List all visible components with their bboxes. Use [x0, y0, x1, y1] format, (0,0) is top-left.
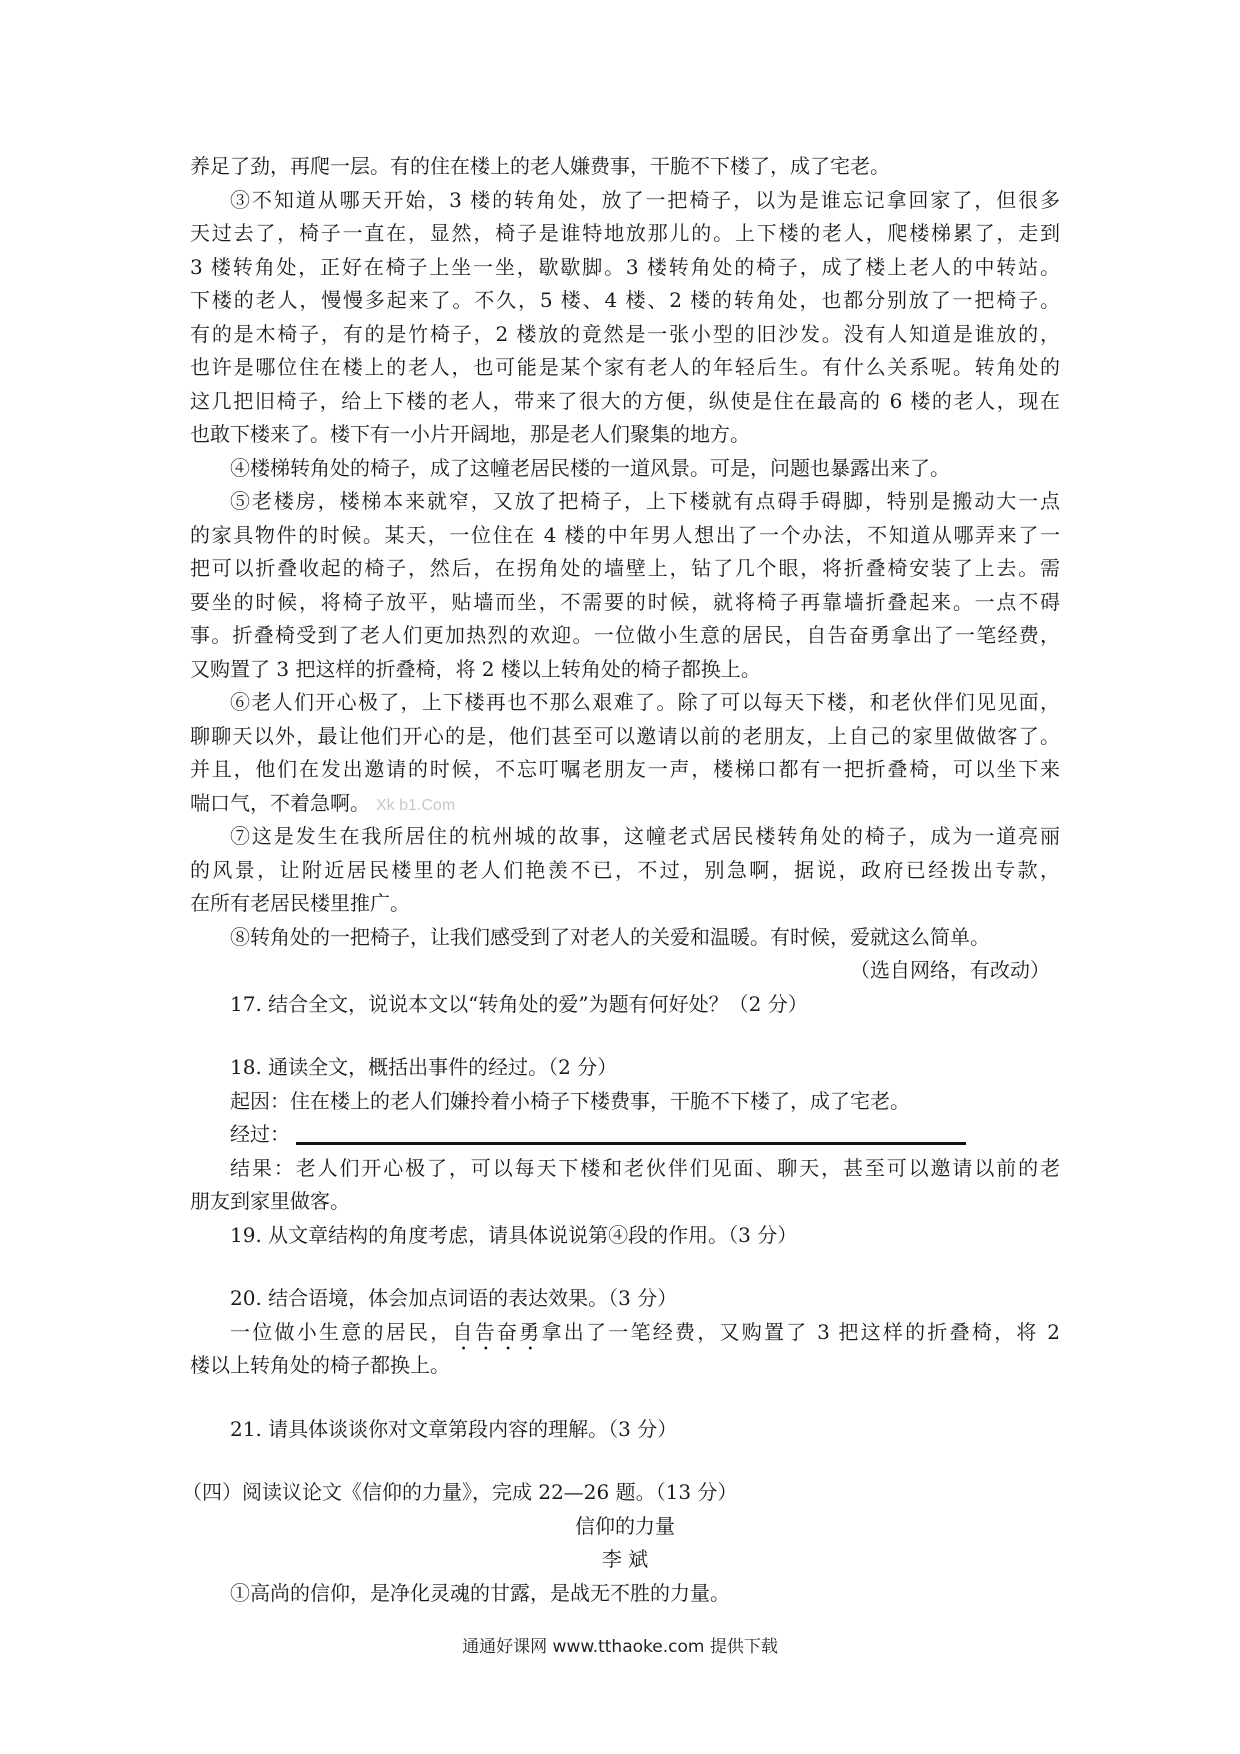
paragraph-line: ⑥老人们开心极了，上下楼再也不那么艰难了。除了可以每天下楼，和老伙伴们见见面，	[230, 690, 1060, 714]
paragraph-3	[190, 184, 1060, 452]
paragraph-line: 要坐的时候，将椅子放平，贴墙而坐，不需要的时候，就将椅子再靠墙折叠起来。一点不碍	[190, 589, 1060, 614]
paragraph-line: ③不知道从哪天开始，3 楼的转角处，放了一把椅子，以为是谁忘记拿回家了，但很多	[230, 187, 1060, 212]
paragraph-line: 把可以折叠收起的椅子，然后，在拐角处的墙壁上，钻了几个眼，将折叠椅安装了上去。需	[190, 556, 1060, 580]
paragraph-line: 并且，他们在发出邀请的时候，不忘叮嘱老朋友一声，楼梯口都有一把折叠椅，可以坐下来	[190, 757, 1060, 781]
question-20-quote-cont: 楼以上转角处的椅子都换上。	[190, 1353, 450, 1377]
paragraph-line: 的风景，让附近居民楼里的老人们艳羡不已，不过，别急啊，据说，政府已经拨出专款，	[190, 857, 1060, 882]
paragraph-line: 事。折叠椅受到了老人们更加热烈的欢迎。一位做小生意的居民，自告奋勇拿出了一笔经费，	[190, 623, 1060, 647]
section-4-heading: （四）阅读议论文《信仰的力量》，完成 22—26 题。（13 分）	[182, 1480, 738, 1504]
paragraph-line: 天过去了，椅子一直在，显然，椅子是谁特地放那儿的。上下楼的老人，爬楼梯累了，走到	[190, 221, 1060, 245]
essay-author: 李 斌	[601, 1547, 649, 1571]
question-17: 17. 结合全文，说说本文以“转角处的爱”为题有何好处？（2 分）	[230, 991, 808, 1016]
answer-space	[190, 1446, 1060, 1476]
essay-paragraph-1: ①高尚的信仰，是净化灵魂的甘露，是战无不胜的力量。	[230, 1580, 730, 1605]
paragraph-5	[190, 485, 1060, 686]
answer-space	[190, 1252, 1060, 1282]
question-18-process	[190, 1118, 1060, 1152]
paragraph-line: ⑤老楼房，楼梯本来就窄，又放了把椅子，上下楼就有点碍手碍脚，特别是搬动大一点	[230, 489, 1060, 513]
paragraph-line: 的家具物件的时候。某天，一位住在 4 楼的中年男人想出了一个办法，不知道从哪弄来了一	[190, 522, 1060, 547]
quote-text: 一位做小生意的居民，	[230, 1319, 453, 1344]
page-content	[182, 150, 1061, 1610]
watermark: Xk b1.Com	[376, 796, 456, 814]
source-note: （选自网络，有改动）	[850, 958, 1050, 982]
question-18-result-cont: 朋友到家里做客。	[190, 1189, 350, 1213]
paragraph-6	[190, 686, 1060, 820]
paragraph-line: ⑦这是发生在我所居住的杭州城的故事，这幢老式居民楼转角处的椅子，成为一道亮丽	[230, 824, 1060, 848]
question-20: 20. 结合语境，体会加点词语的表达效果。（3 分）	[230, 1286, 678, 1310]
answer-space	[190, 1021, 1060, 1051]
paragraph-line: 有的是木椅子，有的是竹椅子，2 楼放的竟然是一张小型的旧沙发。没有人知道是谁放的，	[190, 321, 1060, 346]
question-18-result: 结果：老人们开心极了，可以每天下楼和老伙伴们见面、聊天，甚至可以邀请以前的老	[230, 1155, 1060, 1180]
paragraph-continuation: 养足了劲，再爬一层。有的住在楼上的老人嫌费事，干脆不下楼了，成了宅老。	[190, 154, 890, 178]
paragraph-line: 在所有老居民楼里推广。	[190, 891, 410, 915]
essay-title: 信仰的力量	[575, 1513, 675, 1538]
answer-blank[interactable]	[296, 1120, 966, 1145]
paragraph-line: 这几把旧椅子，给上下楼的老人，带来了很大的方便，纵使是住在最高的 6 楼的老人，现在	[190, 388, 1060, 413]
quote-text: 拿出了一笔经费，又购置了 3 把这样的折叠椅，将 2	[541, 1319, 1061, 1344]
answer-space	[190, 1383, 1060, 1413]
paragraph-7	[190, 820, 1060, 921]
paragraph-text: 喘口气，不着急啊。	[190, 790, 370, 815]
paragraph-line: 聊聊天以外，最让他们开心的是，他们甚至可以邀请以前的老朋友，上自己的家里做做客了。	[190, 723, 1060, 748]
question-19: 19. 从文章结构的角度考虑，请具体说说第④段的作用。（3 分）	[230, 1222, 798, 1247]
question-18: 18. 通读全文，概括出事件的经过。（2 分）	[230, 1055, 618, 1079]
paragraph-line: 3 楼转角处，正好在椅子上坐一坐，歇歇脚。3 楼转角处的椅子，成了楼上老人的中转站。	[190, 254, 1060, 279]
question-18-cause: 起因：住在楼上的老人们嫌拎着小椅子下楼费事，干脆不下楼了，成了宅老。	[230, 1088, 910, 1113]
paragraph-line: 也敢下楼来了。楼下有一小片开阔地，那是老人们聚集的地方。	[190, 422, 750, 446]
paragraph-line: 也许是哪位住在楼上的老人，也可能是某个家有老人的年轻后生。有什么关系呢。转角处的	[190, 355, 1060, 379]
page-footer: 通通好课网 www.tthaoke.com 提供下载	[462, 1637, 778, 1657]
paragraph-line: 又购置了 3 把这样的折叠椅，将 2 楼以上转角处的椅子都换上。	[190, 656, 761, 681]
process-label: 经过：	[230, 1122, 290, 1146]
question-20-quote	[190, 1316, 1060, 1350]
paragraph-line	[190, 787, 1060, 821]
emphasized-phrase: 自告奋勇	[452, 1319, 542, 1344]
question-21: 21. 请具体谈谈你对文章第段内容的理解。（3 分）	[230, 1416, 678, 1441]
paragraph-line: 下楼的老人，慢慢多起来了。不久，5 楼、4 楼、2 楼的转角处，也都分别放了一把椅子。	[190, 288, 1060, 312]
paragraph-4: ④楼梯转角处的椅子，成了这幢老居民楼的一道风景。可是，问题也暴露出来了。	[230, 455, 950, 480]
paragraph-8: ⑧转角处的一把椅子，让我们感受到了对老人的关爱和温暖。有时候，爱就这么简单。	[230, 924, 990, 949]
